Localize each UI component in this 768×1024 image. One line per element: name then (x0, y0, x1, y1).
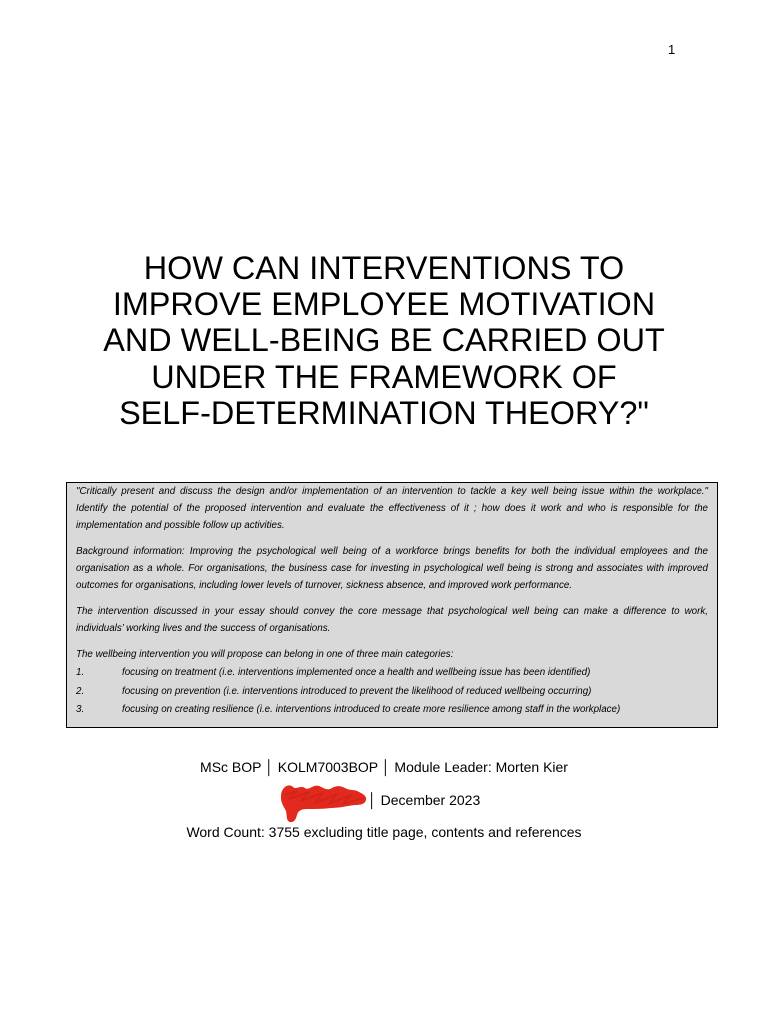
title-line: SELF-DETERMINATION THEORY?" (119, 394, 649, 431)
title-line: UNDER THE FRAMEWORK OF (151, 358, 617, 395)
brief-line: Identify the potential of the proposed intervention and evaluate the effectiveness of it ; how does it work and who is responsible for the (76, 503, 708, 514)
brief-line: implementation and possible follow up activities. (76, 520, 285, 531)
brief-line: organisation as a whole. For organisations, the business case for investing in psychological well being is strong and associates with improved (76, 563, 708, 574)
category-list (76, 664, 708, 720)
brief-paragraph-core-message (76, 603, 708, 637)
category-item (76, 664, 708, 683)
brief-line: The intervention discussed in your essay should convey the core message that psychological well being can make a difference to work, (76, 606, 708, 617)
brief-paragraph-task (76, 483, 708, 534)
page-number: 1 (668, 42, 676, 57)
redaction-scribble (279, 783, 369, 825)
category-number: 3. (76, 704, 85, 715)
category-number: 2. (76, 685, 85, 697)
assignment-brief-box (66, 482, 718, 728)
category-item (76, 701, 708, 720)
title-line: HOW CAN INTERVENTIONS TO (143, 250, 625, 286)
category-text: focusing on prevention (i.e. interventions introduced to prevent the likelihood of reduced wellbeing occurring) (122, 685, 592, 697)
title-line: IMPROVE EMPLOYEE MOTIVATION (112, 286, 656, 323)
brief-paragraph-background (76, 543, 708, 594)
category-text: focusing on treatment (i.e. interventions implemented once a health and wellbeing issue has been identified) (122, 667, 591, 678)
category-text: focusing on creating resilience (i.e. interventions introduced to create more resilience among staff in the workplace) (122, 704, 621, 715)
brief-line: "Critically present and discuss the design and/or implementation of an intervention to tackle a key well being issue within the workplace." (76, 486, 708, 497)
brief-paragraph-categories-intro (76, 646, 708, 663)
category-number: 1. (76, 667, 85, 678)
brief-line: The wellbeing intervention you will propose can belong in one of three main categories: (76, 649, 454, 660)
brief-line: outcomes for organisations, including lower levels of turnover, sickness absence, and improved work performance. (76, 580, 573, 591)
category-item (76, 683, 708, 702)
programme-line: MSc BOP │ KOLM7003BOP │ Module Leader: Morten Kier (200, 759, 568, 775)
submission-date-line: │ December 2023 (368, 792, 481, 808)
word-count-line: Word Count: 3755 excluding title page, contents and references (186, 824, 582, 840)
title-line: AND WELL-BEING BE CARRIED OUT (103, 322, 665, 359)
brief-line: individuals’ working lives and the success of organisations. (76, 623, 331, 634)
essay-title (0, 250, 768, 431)
brief-line: Background information: Improving the psychological well being of a workforce brings benefits for both the individual employees and the (76, 546, 708, 557)
